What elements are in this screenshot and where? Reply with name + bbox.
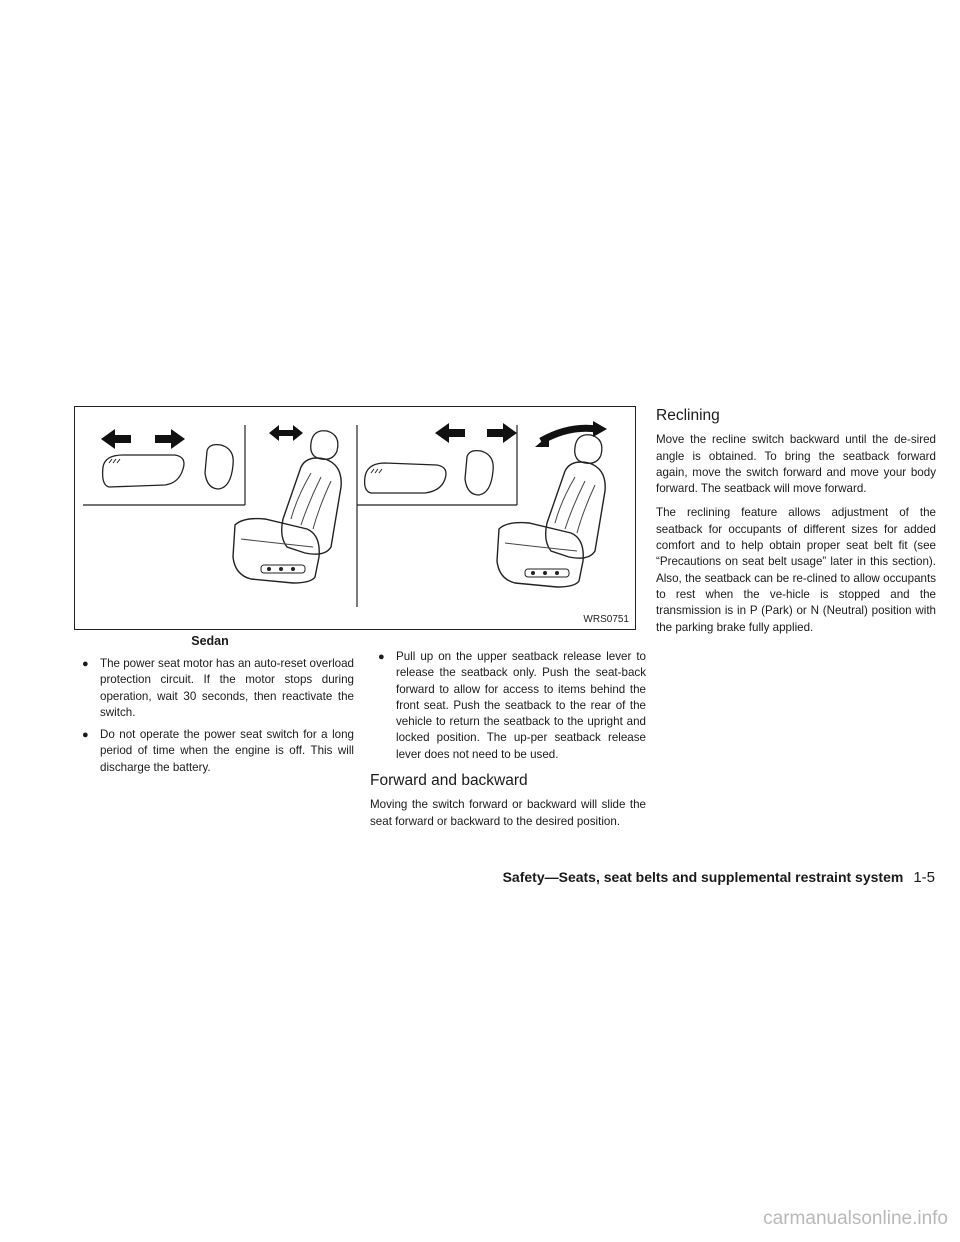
illustration-graphics [75,407,637,631]
column-3 [656,408,936,644]
bullet-icon: ● [378,651,385,663]
bullet-text: Pull up on the upper seatback release lever to release the seatback only. Push the seat-back forward to allow for access to items behind the front seat. Push the seatback to the rear of the vehicle to return the seatback to the upright and locked position. The up-per seatback release lever does not need to be used. [396,650,646,761]
bullet-item [74,727,354,776]
seat-icon-2 [497,435,605,587]
recline-arrow-icon [535,421,607,447]
paragraph: Move the recline switch backward until the de-sired angle is obtained. To bring the seatback forward again, move the switch forward and move your body forward. The seatback will move forward. [656,433,936,496]
paragraph: The reclining feature allows adjustment of the seatback for occupants of different sizes for added comfort and to help obtain proper seat belt fit (see “Precautions on seat belt usage” later in this section). Also, the seatback can be re-clined to allow occupants to rest when the ve-hicle is stopped and the transmission is in P (Park) or N (Neutral) position with the parking brake fully applied. [656,506,936,634]
section-heading-reclining: Reclining [656,407,720,424]
bullet-text: The power seat motor has an auto-reset overload protection circuit. If the motor stops during operation, wait 30 seconds, then reactivate the switch. [100,657,354,719]
footer-section-title: Safety—Seats, seat belts and supplemental restraint system [502,869,904,885]
paragraph: Moving the switch forward or backward will slide the seat forward or backward to the desired position. [370,798,646,828]
seat-icon [233,431,341,583]
watermark: carmanualsonline.info [763,1208,948,1229]
page-number: 1-5 [913,869,935,886]
bullet-item [74,656,354,721]
seat-adjustment-illustration [74,406,636,630]
figure-code: WRS0751 [583,614,629,625]
page-footer [503,869,935,886]
arrow-forward-icon-2 [487,423,517,443]
column-1 [74,656,354,782]
bullet-icon: ● [82,729,89,742]
bullet-text: Do not operate the power seat switch for a long period of time when the engine is off. This will discharge the battery. [100,728,354,774]
column-2 [370,649,646,838]
arrow-forward-icon [155,429,185,449]
section-heading-forward-backward: Forward and backward [370,772,528,790]
arrow-backward-icon [101,429,131,449]
arrow-backward-icon-2 [435,423,465,443]
double-arrow-icon [269,425,303,441]
bullet-item [370,649,646,763]
figure-caption: Sedan [191,634,229,648]
bullet-icon: ● [82,658,89,670]
